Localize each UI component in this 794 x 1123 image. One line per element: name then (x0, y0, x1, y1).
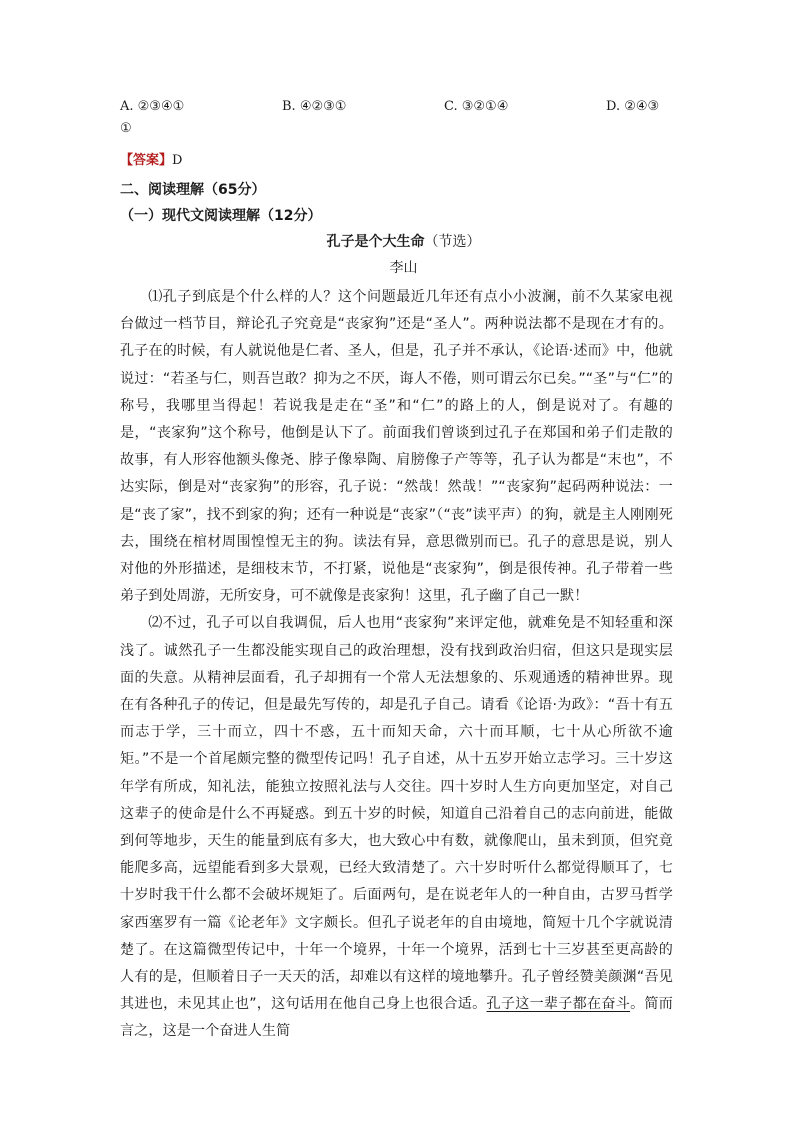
paragraph-1: ⑴孔子到底是个什么样的人？这个问题最近几年还有点小小波澜，前不久某家电视台做过一档节目，辩论孔子究竟是“丧家狗”还是“圣人”。两种说法都不是现在才有的。孔子在的时候，有人就说他是仁者、圣人，但是，孔子并不承认，《论语·述而》中，他就说过：“若圣与仁，则吾岂敢？抑为之不厌，诲人不倦，则可谓云尔已矣。”“圣”与“仁”的称号，我哪里当得起！若说我是走在“圣”和“仁”的路上的人，倒是说对了。有趣的是，“丧家狗”这个称号，他倒是认下了。前面我们曾谈到过孔子在郑国和弟子们走散的故事，有人形容他额头像尧、脖子像皋陶、肩膀像子产等等，孔子认为都是“末也”，不达实际，倒是对“丧家狗”的形容，孔子说：“然哉！然哉！”“丧家狗”起码两种说法：一是“丧了家”，找不到家的狗；还有一种说是“丧家”（“丧”读平声）的狗，就是主人刚刚死去，围绕在棺材周围惶惶无主的狗。读法有异，意思微别而已。孔子的意思是说，别人对他的外形描述，是细枝末节，不打紧，说他是“丧家狗”，倒是很传神。孔子带着一些弟子到处周游，无所安身，可不就像是丧家狗！这里，孔子幽了自己一默！ (120, 289, 673, 605)
paragraph-2-text: ⑵不过，孔子可以自我调侃，后人也用“丧家狗”来评定他，就难免是不知轻重和深浅了。诚然孔子一生都没能实现自己的政治理想，没有找到政治归宿，但这只是现实层面的失意。从精神层面看，孔子却拥有一个常人无法想象的、乐观通透的精神世界。现在有各种孔子的传记，但是最先写传的，却是孔子自己。请看《论语·为政》：“吾十有五而志于学，三十而立，四十不惑，五十而知天命，六十而耳顺，七十从心所欲不逾矩。”不是一个首尾颇完整的微型传记吗！孔子自述，从十五岁开始立志学习。三十岁这年学有所成，知礼法，能独立按照礼法与人交往。四十岁时人生方向更加坚定，对自己这辈子的使命是什么不再疑惑。到五十岁的时候，知道自己沿着自己的志向前进，能做到何等地步，天生的能量到底有多大，也大致心中有数，就像爬山，虽未到顶，但究竟能爬多高，远望能看到多大景观，已经大致清楚了。六十岁时听什么都觉得顺耳了，七十岁时我干什么都不会破坏规矩了。后面两句，是在说老年人的一种自由，古罗马哲学家西塞罗有一篇《论老年》文字颇长。但孔子说老年的自由境地，简短十几个字就说清楚了。在这篇微型传记中，十年一个境界，十年一个境界，活到七十三岁甚至更高龄的人有的是，但顺着日子一天天的活，却难以有这样的境地攀升。孔子曾经赞美颜渊“吾见其进也，未见其止也”，这句话用在他自己身上也很合适。 (120, 615, 673, 1013)
underlined-sentence: 孔子这一辈子都在奋斗 (486, 996, 631, 1013)
answer-value: D (172, 153, 183, 168)
subsection-heading: （一）现代文阅读理解（12分） (120, 208, 322, 224)
document-page (120, 96, 673, 1046)
article-title-text: 孔子是个大生命 (326, 234, 425, 250)
article-title (134, 230, 673, 256)
paragraph-2 (120, 610, 673, 1045)
answer-options (120, 96, 673, 118)
option-d-continued: ① (120, 121, 132, 136)
option-c: C. ③②①④ (444, 99, 509, 114)
paragraph-2-tail: 。简而言之，这是一个奋进人生简 (120, 996, 673, 1040)
article-author: 李山 (389, 260, 418, 276)
option-b: B. ④②③① (282, 99, 347, 114)
section-heading: 二、阅读理解（65分） (120, 182, 266, 198)
option-d: D. ②④③ (606, 99, 660, 114)
option-a: A. ②③④① (120, 99, 185, 114)
answer-tag: 【答案】 (120, 153, 173, 168)
answer-line (120, 150, 673, 178)
article-title-note: （节选） (424, 234, 481, 250)
